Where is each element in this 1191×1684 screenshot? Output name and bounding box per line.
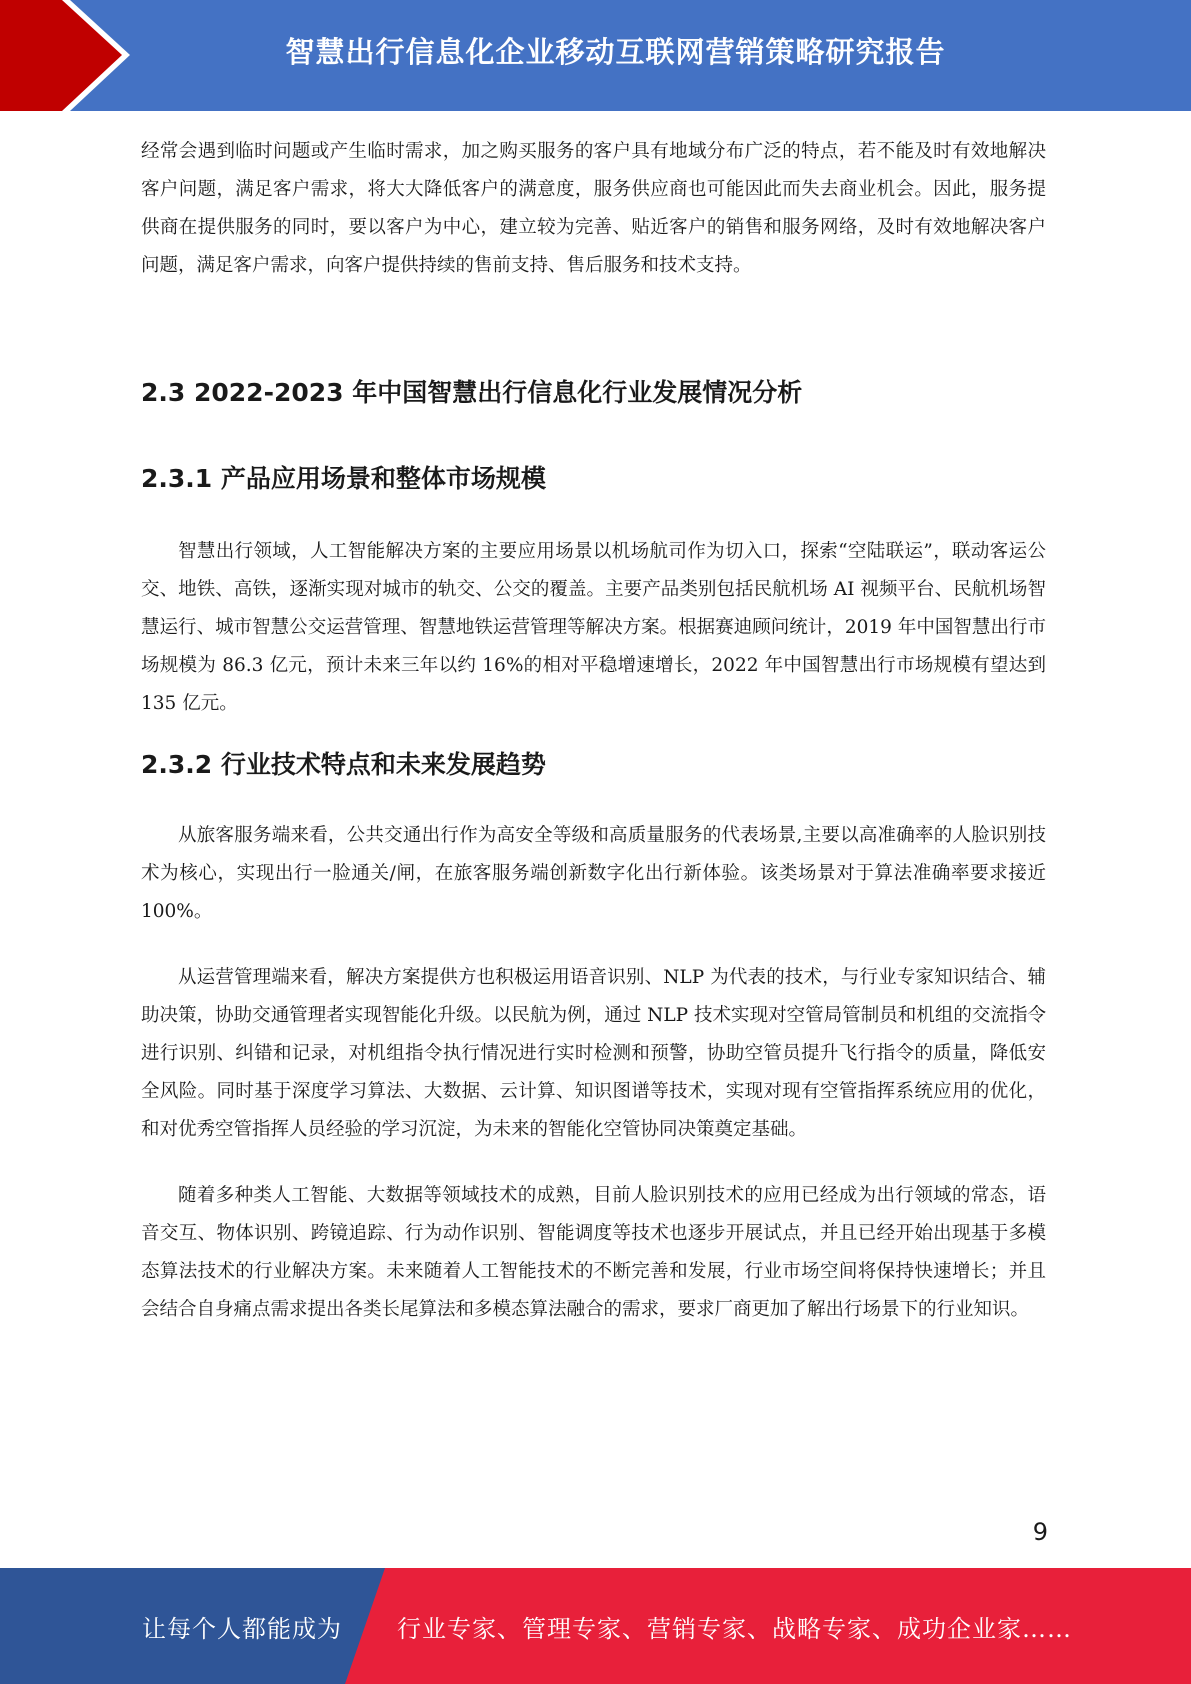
header-chevron-decoration — [0, 0, 150, 111]
intro-paragraph: 经常会遇到临时问题或产生临时需求，加之购买服务的客户具有地域分布广泛的特点，若不能及时有效地解决客户问题，满足客户需求，将大大降低客户的满意度，服务供应商也可能因此而失去商业机会。因此，服务提供商在提供服务的同时，要以客户为中心，建立较为完善、贴近客户的销售和服务网络，及时有效地解决客户问题，满足客户需求，向客户提供持续的售前支持、售后服务和技术支持。 — [141, 141, 1046, 276]
section-heading-2-3: 2.3 2022-2023 年中国智慧出行信息化行业发展情况分析 — [141, 378, 803, 407]
page-number: 9 — [1032, 1518, 1048, 1546]
section-heading-2-3-1: 2.3.1 产品应用场景和整体市场规模 — [141, 464, 546, 493]
paragraph-2-3-2-passenger: 从旅客服务端来看，公共交通出行作为高安全等级和高质量服务的代表场景,主要以高准确率的人脸识别技术为核心，实现出行一脸通关/闸，在旅客服务端创新数字化出行新体验。该类场景对于算法准确率要求接近 100%。 — [141, 825, 1046, 922]
section-heading-2-3-2: 2.3.2 行业技术特点和未来发展趋势 — [141, 750, 546, 779]
page-footer — [0, 1568, 1191, 1684]
page-header — [0, 0, 1191, 111]
report-title: 智慧出行信息化企业移动互联网营销策略研究报告 — [285, 34, 946, 69]
paragraph-2-3-2-trends: 随着多种类人工智能、大数据等领域技术的成熟，目前人脸识别技术的应用已经成为出行领域的常态，语音交互、物体识别、跨镜追踪、行为动作识别、智能调度等技术也逐步开展试点，并且已经开始出现基于多模态算法技术的行业解决方案。未来随着人工智能技术的不断完善和发展，行业市场空间将保持快速增长；并且会结合自身痛点需求提出各类长尾算法和多模态算法融合的需求，要求厂商更加了解出行场景下的行业知识。 — [141, 1185, 1046, 1320]
paragraph-2-3-1: 智慧出行领域，人工智能解决方案的主要应用场景以机场航司作为切入口，探索“空陆联运”，联动客运公交、地铁、高铁，逐渐实现对城市的轨交、公交的覆盖。主要产品类别包括民航机场 AI 视频平台、民航机场智慧运行、城市智慧公交运营管理、智慧地铁运营管理等解决方案。根据赛迪顾问统计，2019 年中国智慧出行市场规模为 86.3 亿元，预计未来三年以约 16%的相对平稳增速增长，2022 年中国智慧出行市场规模有望达到 135 亿元。 — [141, 541, 1046, 714]
document-body — [141, 133, 1046, 1329]
footer-slogan-right: 行业专家、管理专家、营销专家、战略专家、成功企业家…… — [397, 1614, 1072, 1643]
footer-slogan-left: 让每个人都能成为 — [142, 1614, 342, 1643]
paragraph-2-3-2-operations: 从运营管理端来看，解决方案提供方也积极运用语音识别、NLP 为代表的技术，与行业专家知识结合、辅助决策，协助交通管理者实现智能化升级。以民航为例，通过 NLP 技术实现对空管局管制员和机组的交流指令进行识别、纠错和记录，对机组指令执行情况进行实时检测和预警，协助空管员提升飞行指令的质量，降低安全风险。同时基于深度学习算法、大数据、云计算、知识图谱等技术，实现对现有空管指挥系统应用的优化，和对优秀空管指挥人员经验的学习沉淀，为未来的智能化空管协同决策奠定基础。 — [141, 967, 1046, 1140]
